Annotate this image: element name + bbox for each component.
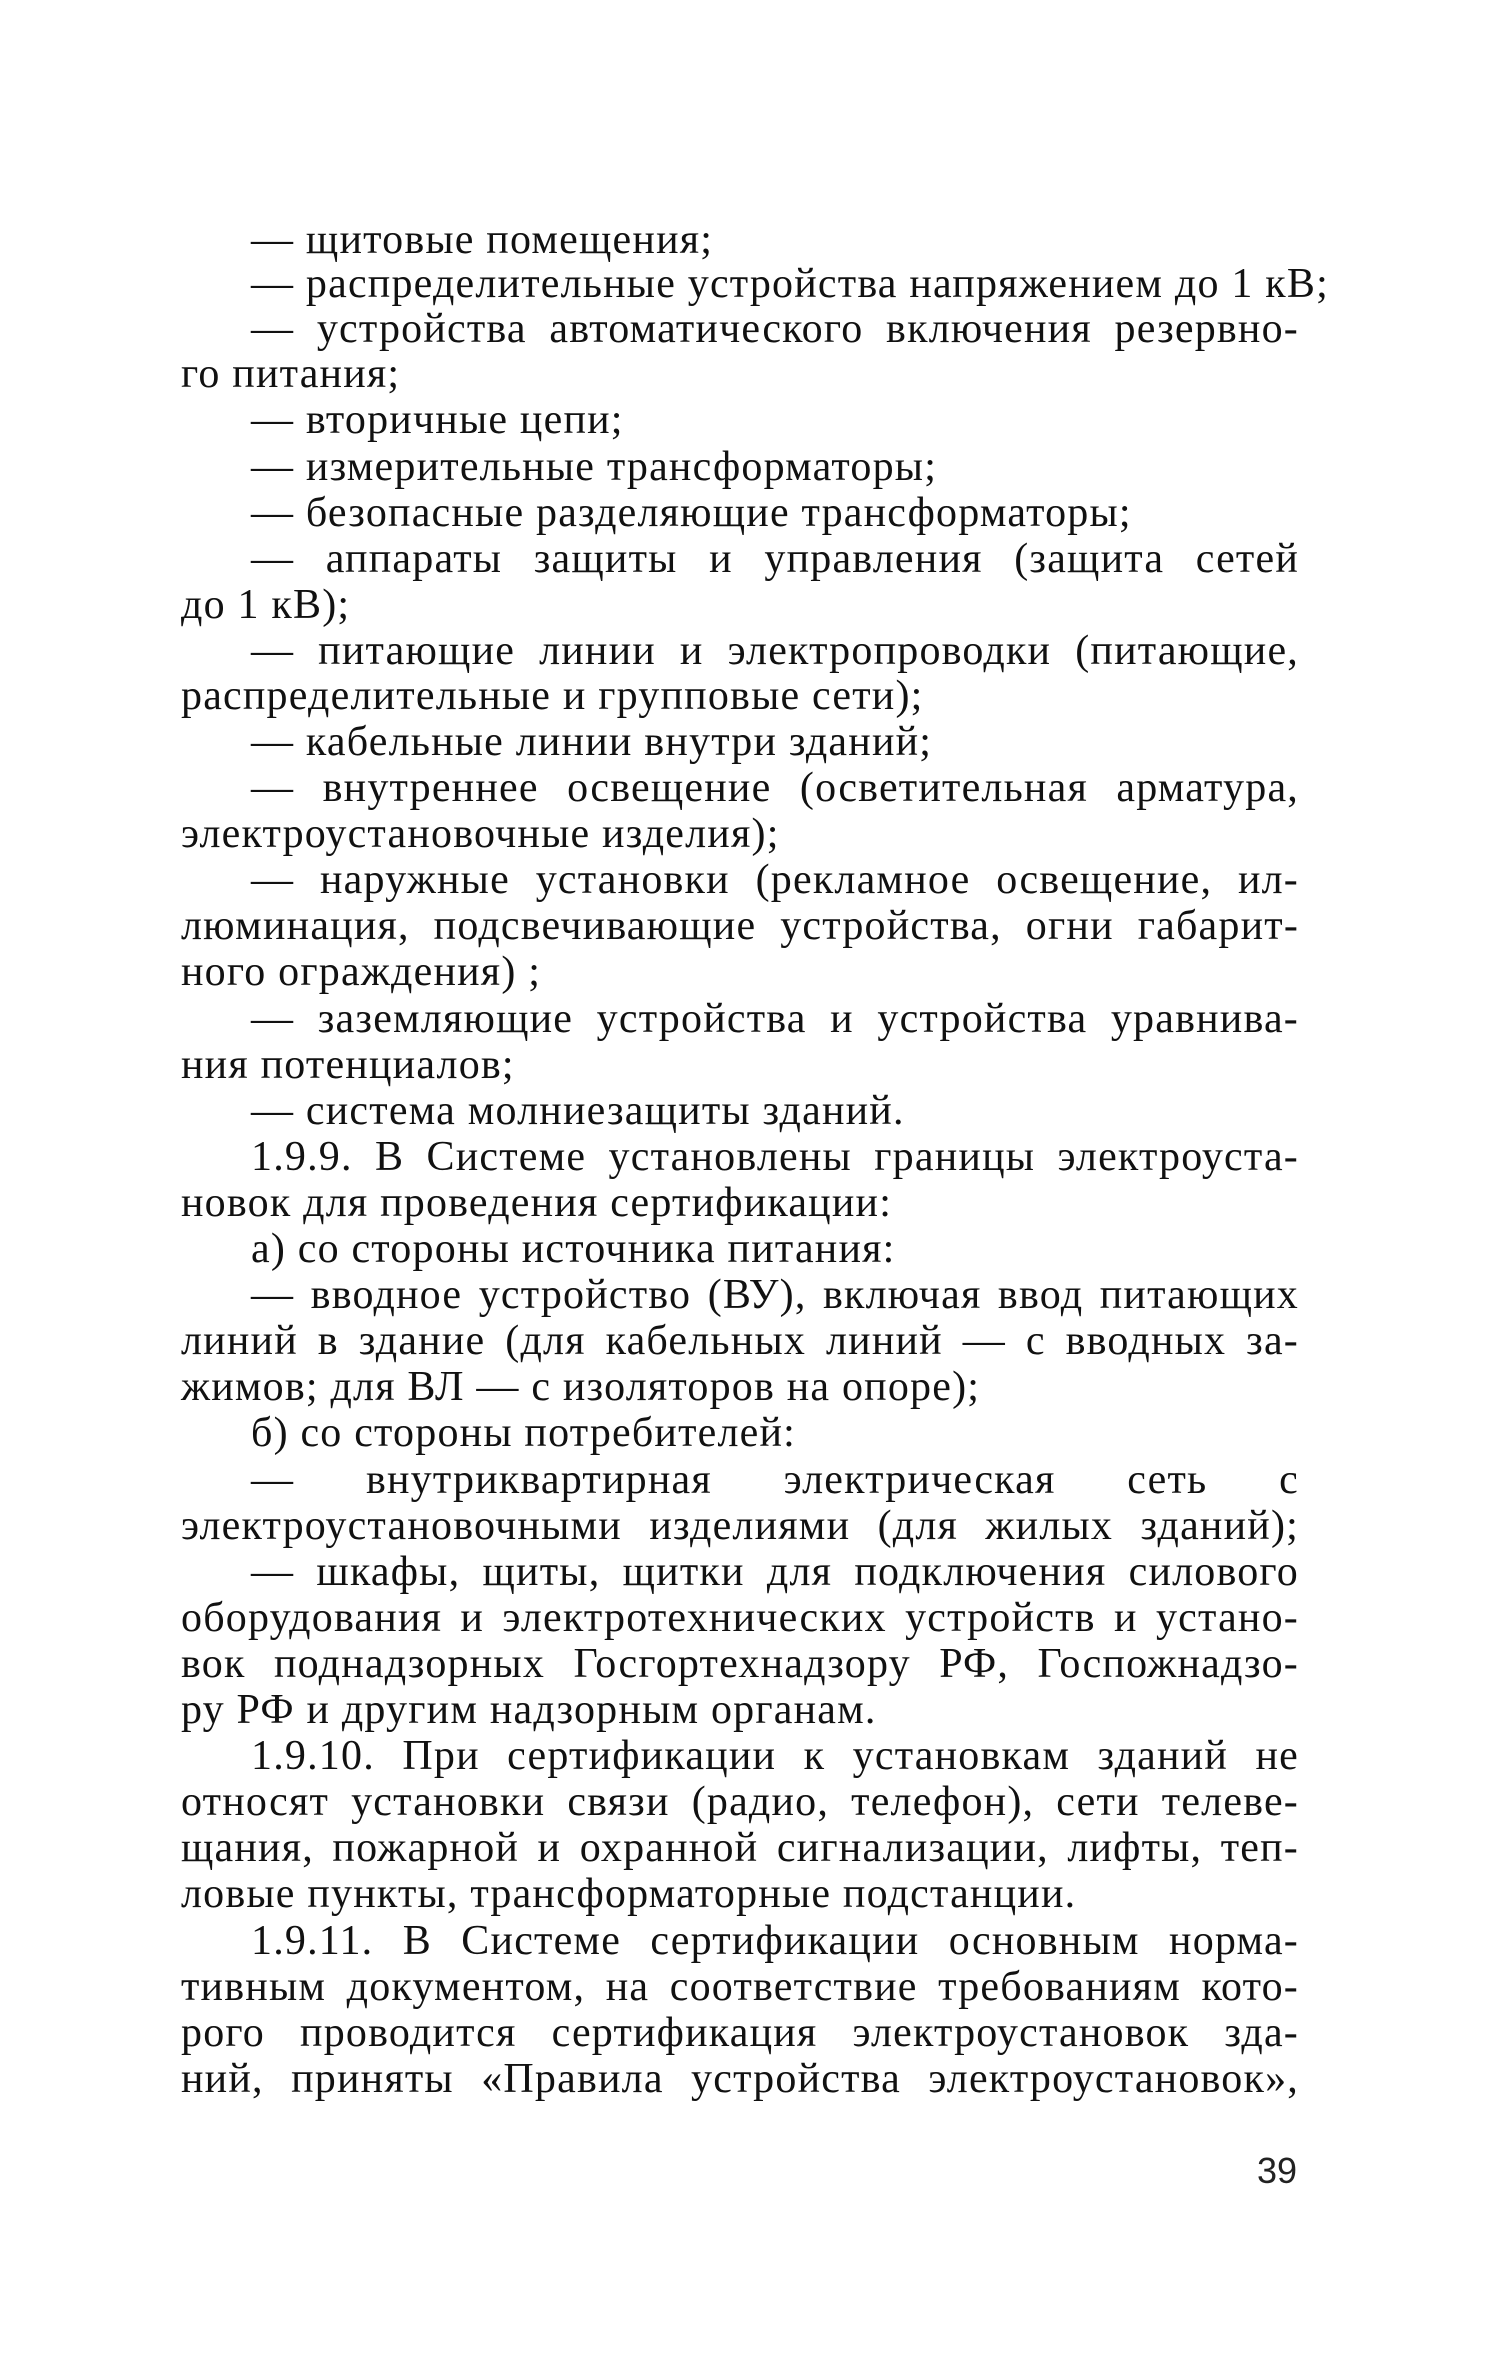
text-line: — кабельные линии внутри зданий; bbox=[251, 719, 933, 765]
text-line: — заземляющие устройства и устройства уравнива- bbox=[251, 996, 1299, 1042]
text-line: щания, пожарной и охранной сигнализации, лифты, теп- bbox=[181, 1825, 1299, 1871]
text-line: тивным документом, на соответствие требованиям кото- bbox=[181, 1964, 1299, 2010]
text-line: рого проводится сертификация электроустановок зда- bbox=[181, 2010, 1299, 2056]
text-line: ного ограждения) ; bbox=[181, 949, 542, 995]
text-line: а) со стороны источника питания: bbox=[251, 1226, 896, 1272]
text-line: — питающие линии и электропроводки (питающие, bbox=[251, 628, 1299, 674]
text-line: электроустановочные изделия); bbox=[181, 811, 780, 857]
text-line: ру РФ и другим надзорным органам. bbox=[181, 1687, 877, 1733]
text-line: новок для проведения сертификации: bbox=[181, 1180, 893, 1226]
text-line: жимов; для ВЛ — с изоляторов на опоре); bbox=[181, 1364, 981, 1410]
text-line: го питания; bbox=[181, 351, 401, 397]
text-line: — наружные установки (рекламное освещение, ил- bbox=[251, 857, 1299, 903]
text-line: — распределительные устройства напряжением до 1 кВ; bbox=[251, 261, 1329, 307]
text-line: электроустановочными изделиями (для жилых зданий); bbox=[181, 1503, 1299, 1549]
text-line: — вторичные цепи; bbox=[251, 397, 624, 443]
text-line: б) со стороны потребителей: bbox=[251, 1410, 797, 1456]
text-line: до 1 кВ); bbox=[181, 582, 351, 628]
text-line: — аппараты защиты и управления (защита сетей bbox=[251, 536, 1299, 582]
text-line: ний, приняты «Правила устройства электроустановок», bbox=[181, 2056, 1299, 2102]
page-number: 39 bbox=[1256, 2150, 1297, 2191]
text-line: — устройства автоматического включения резервно- bbox=[251, 306, 1299, 352]
text-line: — внутреннее освещение (осветительная арматура, bbox=[251, 765, 1299, 811]
text-line: — измерительные трансформаторы; bbox=[251, 444, 938, 490]
text-line: — безопасные разделяющие трансформаторы; bbox=[251, 490, 1132, 536]
text-line: распределительные и групповые сети); bbox=[181, 673, 924, 719]
text-line: — вводное устройство (ВУ), включая ввод питающих bbox=[251, 1272, 1299, 1318]
text-line: 1.9.9. В Системе установлены границы электроуста- bbox=[251, 1134, 1299, 1180]
text-line: оборудования и электротехнических устройств и устано- bbox=[181, 1595, 1299, 1641]
text-line: линий в здание (для кабельных линий — с вводных за- bbox=[181, 1318, 1299, 1364]
text-line: относят установки связи (радио, телефон), сети телеве- bbox=[181, 1779, 1299, 1825]
text-line: 1.9.10. При сертификации к установкам зданий не bbox=[251, 1733, 1299, 1779]
text-line: ния потенциалов; bbox=[181, 1042, 515, 1088]
text-line: люминация, подсвечивающие устройства, огни габарит- bbox=[181, 903, 1299, 949]
text-line: — шкафы, щиты, щитки для подключения силового bbox=[251, 1549, 1299, 1595]
text-line: — щитовые помещения; bbox=[251, 217, 714, 263]
text-line: ловые пункты, трансформаторные подстанции. bbox=[181, 1871, 1077, 1917]
text-line: вок поднадзорных Госгортехнадзору РФ, Госпожнадзо- bbox=[181, 1641, 1299, 1687]
text-line: 1.9.11. В Системе сертификации основным норма- bbox=[251, 1918, 1299, 1964]
text-line: — система молниезащиты зданий. bbox=[251, 1088, 905, 1134]
text-line: — внутриквартирная электрическая сеть с bbox=[251, 1457, 1299, 1503]
